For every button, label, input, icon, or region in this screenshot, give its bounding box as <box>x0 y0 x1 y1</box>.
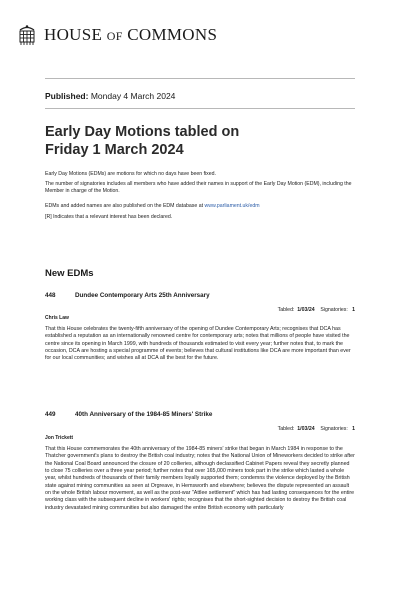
section-title: New EDMs <box>45 268 94 279</box>
edm-number: 448 <box>45 292 56 299</box>
intro-paragraph-1: Early Day Motions (EDMs) are motions for which no days have been fixed. <box>45 171 216 177</box>
intro-paragraph-3 <box>45 203 360 210</box>
edm-member: Jon Trickett <box>45 435 74 441</box>
divider-published <box>45 108 355 109</box>
edm-title: 40th Anniversary of the 1984-85 Miners' Strike <box>75 411 213 418</box>
intro-edm-database-text: EDMs and added names are also published on the EDM database at <box>45 203 204 209</box>
tabled-date: 1/03/24 <box>297 426 315 432</box>
house-of-commons-logo <box>18 24 217 46</box>
edm-title: Dundee Contemporary Arts 25th Anniversary <box>75 292 210 299</box>
signatories-label: Signatories: <box>320 426 348 432</box>
page-title <box>45 123 239 159</box>
divider-top <box>45 78 355 79</box>
edm-body: That this House commemorates the 40th anniversary of the 1984-85 miners' strike that began in March 1984 in response to the Thatcher government's plans to destroy the British coal industry; notes that the National Union of Mineworkers decided to strike after the National Coal Board announced the closure of 20 collieries, although declassified Cabinet Papers reveal they secretly planned to close 75 collieries over a three year period; further notes that over 165,000 miners took part in the strike which lasted a whole year, whilst hundreds of thousands of their family members loyally supported them; condemns the violence deployed by the British state against mining communities as seen at Orgreave, in Hemsworth and elsewhere; believes the dispute represented an assault on the whole British labour movement, as well as the post-war "Attlee settlement" which has had lasting consequences for the entire working class with the subsequent decline in workers' rights; recognises that the short-sighted decision to destroy the British coal industry devastated mining communities but also damaged the entire British economy with particularly <box>45 446 355 511</box>
published-value: Monday 4 March 2024 <box>90 91 176 101</box>
edm-meta <box>45 426 355 432</box>
signatories-count: 1 <box>352 307 355 313</box>
tabled-date: 1/03/24 <box>297 307 315 313</box>
wordmark-of: OF <box>106 29 123 43</box>
page-title-line1: Early Day Motions tabled on <box>45 124 240 140</box>
published-label: Published: <box>45 91 89 101</box>
wordmark-house: HOUSE <box>44 25 103 44</box>
edm-number: 449 <box>45 411 56 418</box>
portcullis-icon <box>18 24 36 46</box>
house-of-commons-wordmark <box>44 25 217 45</box>
edm-heading <box>45 292 355 299</box>
published-date <box>45 91 175 101</box>
signatories-count: 1 <box>352 426 355 432</box>
tabled-label: Tabled: <box>277 426 295 432</box>
edm-member: Chris Law <box>45 315 69 321</box>
wordmark-commons: COMMONS <box>127 25 218 44</box>
page-title-line2: Friday 1 March 2024 <box>45 142 184 158</box>
tabled-label: Tabled: <box>277 307 295 313</box>
edm-meta <box>45 307 355 313</box>
edm-heading <box>45 411 355 418</box>
edm-database-link[interactable]: www.parliament.uk/edm <box>204 203 260 209</box>
edm-body: That this House celebrates the twenty-fifth anniversary of the opening of Dundee Contemporary Arts; recognises that DCA has established a reputation as an internationally renowned centre for contemporary arts; notes that millions of people have visited the centre since its opening in March 1999, with hundreds of thousands estimated to visit every year; further notes that, to mark the occasion, DCA are hosting a special programme of events; believes that cultural institutions like DCA are more important than ever for our local communities; and wishes all at DCA all the best for the future. <box>45 326 351 362</box>
intro-paragraph-4: [R] Indicates that a relevant interest has been declared. <box>45 214 173 220</box>
signatories-label: Signatories: <box>320 307 348 313</box>
intro-paragraph-2: The number of signatories includes all members who have added their names in support of the Early Day Motion (EDM), including the Member in charge of the Motion. <box>45 181 352 195</box>
